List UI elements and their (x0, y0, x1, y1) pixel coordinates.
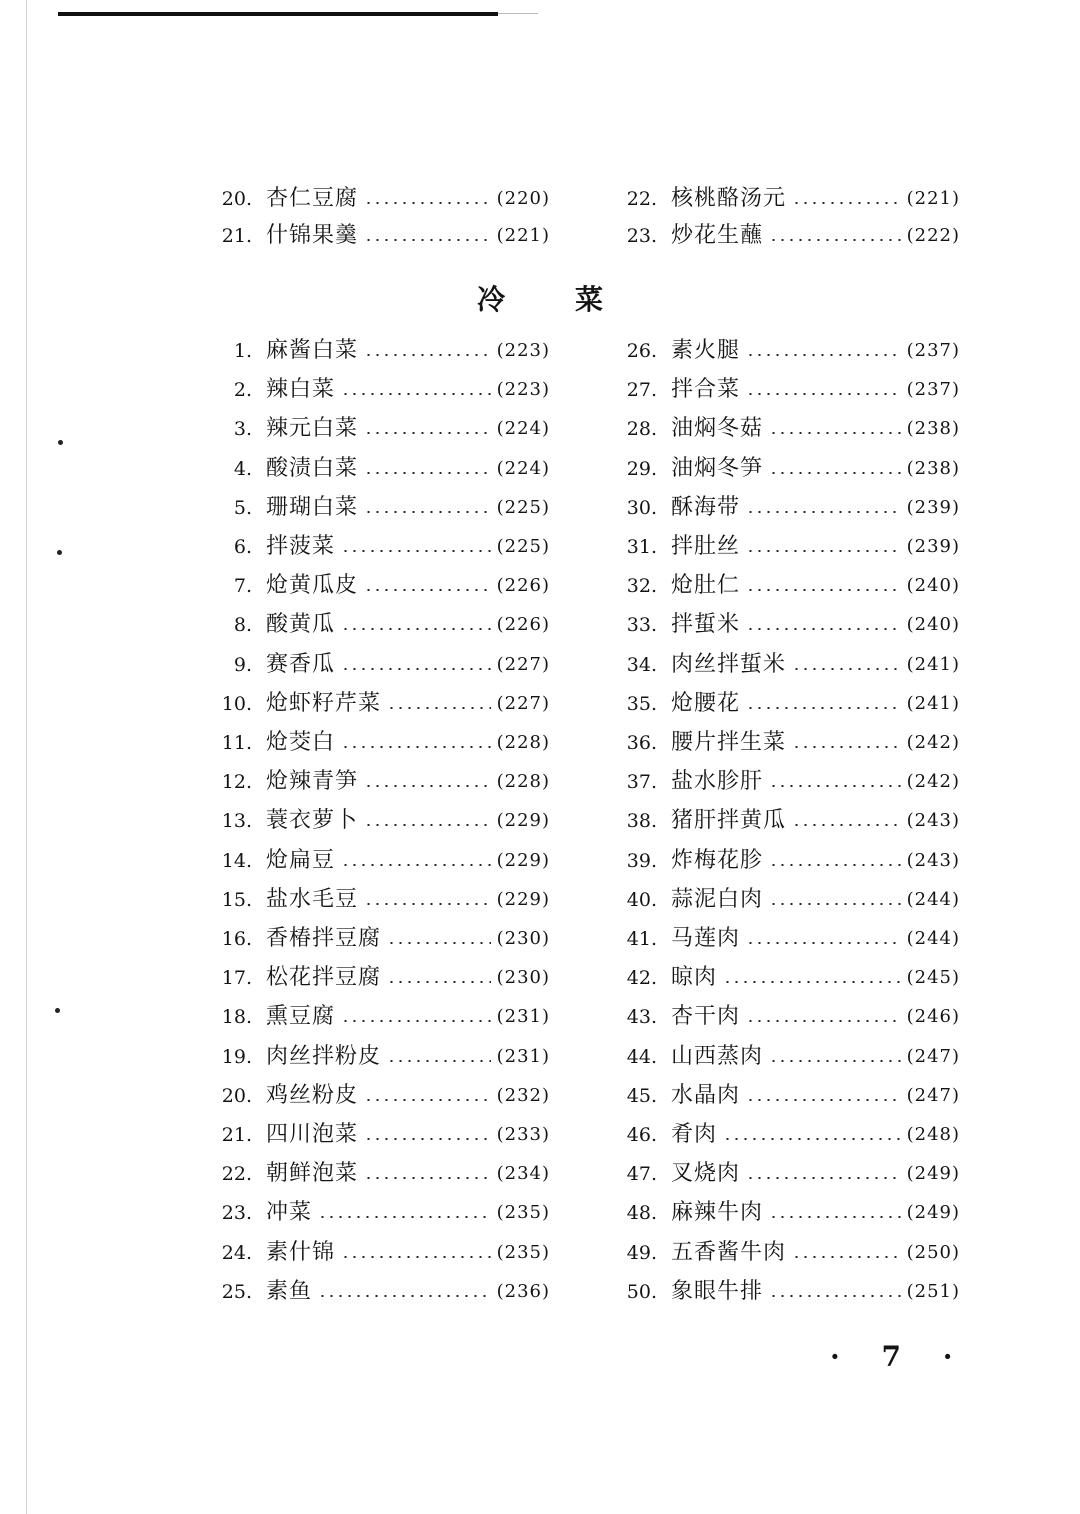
dot-leader (341, 1256, 491, 1258)
entry-title: 油焖冬笋 (671, 455, 764, 481)
dot-leader (792, 202, 901, 204)
entry-title: 拌合菜 (671, 377, 741, 403)
toc-entry (210, 414, 550, 444)
entry-number: 15. (221, 888, 252, 911)
toc-entry (210, 221, 550, 251)
entry-number: 3. (233, 418, 252, 441)
dot-leader (364, 472, 491, 474)
entry-number: 4. (233, 457, 252, 480)
entry-page: (229) (496, 810, 550, 832)
entry-title: 酸黄瓜 (266, 612, 336, 638)
entry-page: (239) (906, 536, 960, 557)
toc-entry (210, 610, 550, 640)
dot-leader (364, 1138, 491, 1140)
toc-entry (615, 1238, 960, 1268)
entry-title: 珊瑚白菜 (266, 494, 359, 520)
entry-title: 素鱼 (266, 1278, 313, 1304)
toc-entry (615, 610, 960, 640)
dot-leader (341, 628, 491, 630)
toc-entry (615, 728, 960, 758)
entry-page: (228) (496, 732, 550, 753)
entry-number: 30. (626, 496, 657, 519)
entry-page: (233) (496, 1124, 550, 1145)
entry-number: 2. (233, 379, 252, 402)
entry-page: (220) (496, 188, 550, 209)
entry-title: 鸡丝粉皮 (266, 1082, 359, 1108)
entry-number: 24. (221, 1241, 252, 1264)
dot-leader (792, 1256, 901, 1258)
dot-leader (341, 1020, 491, 1022)
entry-number: 23. (626, 225, 657, 247)
entry-number: 9. (233, 653, 252, 676)
entry-number: 28. (626, 418, 657, 441)
entry-number: 27. (626, 379, 657, 402)
entry-page: (227) (496, 653, 550, 675)
dot-leader (769, 1295, 901, 1297)
toc-entry (210, 1198, 550, 1228)
dot-leader (769, 903, 901, 905)
entry-page: (238) (906, 457, 960, 479)
entry-page: (251) (906, 1280, 960, 1302)
entry-page: (245) (906, 967, 960, 989)
dot-leader (364, 432, 491, 434)
toc-entry (210, 1277, 550, 1307)
entry-title: 马莲肉 (671, 926, 741, 951)
entry-number: 35. (626, 692, 657, 715)
entry-number: 45. (626, 1084, 657, 1107)
toc-entry (210, 806, 550, 836)
dot-leader (746, 511, 901, 513)
toc-entry (615, 454, 960, 484)
entry-number: 32. (626, 575, 657, 598)
dot-leader (387, 707, 491, 709)
dot-leader (387, 981, 491, 983)
entry-number: 43. (626, 1006, 657, 1029)
toc-entry (210, 1081, 550, 1111)
entry-number: 7. (233, 575, 252, 598)
entry-title: 肉丝拌蜇米 (671, 651, 787, 677)
dot-leader (364, 785, 491, 787)
entry-number: 14. (221, 849, 252, 872)
toc-entry (210, 1002, 550, 1032)
entry-page: (246) (906, 1006, 960, 1028)
toc-entry (615, 1002, 960, 1032)
entry-number: 19. (221, 1045, 252, 1068)
dot-leader (792, 668, 901, 670)
entry-number: 38. (626, 810, 657, 833)
entry-title: 炝虾籽芹菜 (266, 690, 382, 716)
dot-leader (746, 1020, 901, 1022)
entry-page: (235) (496, 1241, 550, 1263)
entry-title: 素火腿 (671, 338, 741, 363)
scan-speck (58, 440, 63, 445)
entry-title: 炝扁豆 (266, 847, 336, 873)
entry-number: 8. (233, 614, 252, 637)
entry-number: 41. (626, 928, 657, 950)
entry-number: 20. (221, 1084, 252, 1107)
toc-entry (210, 336, 550, 366)
entry-title: 炝辣青笋 (266, 769, 359, 795)
entry-number: 20. (221, 188, 252, 210)
entry-number: 39. (626, 849, 657, 872)
dot-leader (792, 746, 901, 748)
entry-title: 酸渍白菜 (266, 455, 359, 481)
entry-title: 冲菜 (266, 1200, 313, 1226)
top-rule-faint (498, 13, 538, 14)
toc-entry (210, 728, 550, 758)
entry-number: 22. (626, 188, 657, 210)
dot-leader (746, 707, 901, 709)
dot-leader (746, 1099, 901, 1101)
toc-entry (615, 571, 960, 601)
entry-page: (225) (496, 496, 550, 518)
entry-title: 蒜泥白肉 (671, 886, 764, 912)
toc-entry (615, 885, 960, 915)
entry-title: 水晶肉 (671, 1082, 741, 1108)
entry-number: 13. (221, 810, 252, 833)
entry-number: 21. (221, 1124, 252, 1146)
entry-number: 34. (626, 653, 657, 676)
entry-title: 盐水毛豆 (266, 886, 359, 912)
entry-page: (242) (906, 732, 960, 753)
toc-entry (615, 221, 960, 251)
entry-number: 44. (626, 1045, 657, 1068)
entry-page: (238) (906, 418, 960, 440)
entry-number: 23. (221, 1202, 252, 1225)
entry-title: 核桃酪汤元 (671, 186, 787, 211)
dot-leader (746, 354, 901, 356)
scan-speck (55, 1008, 60, 1013)
entry-page: (239) (906, 496, 960, 518)
entry-number: 37. (626, 771, 657, 794)
entry-title: 松花拌豆腐 (266, 965, 382, 991)
entry-page: (222) (906, 225, 960, 246)
dot-leader (769, 1060, 901, 1062)
toc-entry (615, 532, 960, 562)
dot-leader (746, 628, 901, 630)
entry-title: 拌蜇米 (671, 612, 741, 638)
toc-entry (615, 689, 960, 719)
entry-title: 山西蒸肉 (671, 1043, 764, 1069)
dot-leader (364, 903, 491, 905)
entry-page: (243) (906, 810, 960, 832)
entry-number: 25. (221, 1280, 252, 1303)
entry-number: 10. (221, 692, 252, 715)
entry-page: (231) (496, 1006, 550, 1028)
toc-entry (210, 532, 550, 562)
dot-leader (341, 668, 491, 670)
entry-page: (240) (906, 575, 960, 597)
toc-entry (210, 1238, 550, 1268)
entry-page: (223) (496, 379, 550, 401)
entry-number: 16. (221, 928, 252, 950)
toc-entry (210, 767, 550, 797)
entry-page: (230) (496, 928, 550, 949)
entry-page: (247) (906, 1045, 960, 1067)
dot-leader (387, 1060, 491, 1062)
toc-entry (615, 806, 960, 836)
entry-title: 麻辣牛肉 (671, 1200, 764, 1226)
toc-entry (210, 846, 550, 876)
entry-page: (237) (906, 340, 960, 361)
entry-number: 48. (626, 1202, 657, 1225)
entry-number: 12. (221, 771, 252, 794)
entry-title: 晾肉 (671, 965, 718, 991)
entry-page: (244) (906, 888, 960, 910)
dot-leader (364, 354, 491, 356)
entry-title: 蓑衣萝卜 (266, 808, 359, 834)
entry-number: 1. (233, 340, 252, 362)
scan-speck (57, 550, 62, 555)
entry-title: 炒花生蘸 (671, 223, 764, 248)
dot-leader (364, 824, 491, 826)
dot-leader (769, 1216, 901, 1218)
entry-page: (226) (496, 575, 550, 597)
toc-entry (210, 493, 550, 523)
dot-leader (341, 746, 491, 748)
dot-leader (364, 239, 491, 241)
entry-number: 22. (221, 1163, 252, 1186)
entry-page: (228) (496, 771, 550, 793)
entry-title: 猪肝拌黄瓜 (671, 808, 787, 834)
dot-leader (746, 393, 901, 395)
entry-page: (224) (496, 457, 550, 479)
entry-number: 21. (221, 225, 252, 247)
dot-leader (792, 824, 901, 826)
toc-entry (210, 650, 550, 680)
entry-title: 盐水胗肝 (671, 769, 764, 795)
entry-page: (243) (906, 849, 960, 871)
toc-entry (615, 846, 960, 876)
entry-title: 赛香瓜 (266, 651, 336, 677)
entry-page: (240) (906, 614, 960, 636)
entry-title: 素什锦 (266, 1239, 336, 1265)
toc-entry (615, 1277, 960, 1307)
dot-leader (769, 239, 901, 241)
entry-page: (229) (496, 888, 550, 910)
entry-title: 四川泡菜 (266, 1122, 359, 1147)
entry-number: 36. (626, 732, 657, 754)
entry-title: 酥海带 (671, 494, 741, 520)
toc-entry (210, 571, 550, 601)
dot-leader (723, 981, 901, 983)
dot-leader (746, 550, 901, 552)
entry-number: 11. (221, 732, 252, 754)
entry-page: (223) (496, 340, 550, 361)
toc-entry (210, 1042, 550, 1072)
dot-leader (364, 1099, 491, 1101)
dot-leader (769, 864, 901, 866)
entry-title: 拌肚丝 (671, 534, 741, 559)
entry-title: 朝鲜泡菜 (266, 1161, 359, 1187)
entry-title: 腰片拌生菜 (671, 730, 787, 755)
toc-entry (615, 1120, 960, 1150)
toc-entry (210, 184, 550, 214)
dot-leader (769, 432, 901, 434)
dot-leader (318, 1295, 491, 1297)
toc-entry (615, 493, 960, 523)
entry-page: (230) (496, 967, 550, 989)
section-title: 冷菜 (476, 283, 673, 316)
toc-entry (615, 963, 960, 993)
entry-title: 辣元白菜 (266, 416, 359, 442)
toc-entry (615, 1081, 960, 1111)
toc-entry (210, 689, 550, 719)
dot-leader (364, 1177, 491, 1179)
toc-entry (210, 885, 550, 915)
entry-page: (247) (906, 1084, 960, 1106)
entry-title: 炝腰花 (671, 690, 741, 716)
entry-number: 50. (626, 1280, 657, 1303)
entry-page: (232) (496, 1084, 550, 1106)
entry-title: 五香酱牛肉 (671, 1239, 787, 1265)
top-rule (58, 12, 498, 16)
entry-title: 肉丝拌粉皮 (266, 1043, 382, 1069)
entry-title: 肴肉 (671, 1122, 718, 1147)
entry-number: 47. (626, 1163, 657, 1186)
toc-entry (615, 375, 960, 405)
entry-page: (241) (906, 653, 960, 675)
entry-title: 象眼牛排 (671, 1278, 764, 1304)
dot-leader (364, 511, 491, 513)
dot-leader (769, 472, 901, 474)
toc-entry (615, 414, 960, 444)
dot-leader (746, 942, 901, 944)
entry-page: (242) (906, 771, 960, 793)
toc-entry (210, 963, 550, 993)
entry-title: 炸梅花胗 (671, 847, 764, 873)
dot-leader (723, 1138, 901, 1140)
entry-number: 26. (626, 340, 657, 362)
toc-entry (615, 1159, 960, 1189)
entry-title: 叉烧肉 (671, 1161, 741, 1187)
dot-leader (746, 1177, 901, 1179)
dot-leader (746, 589, 901, 591)
entry-number: 17. (221, 967, 252, 990)
entry-page: (236) (496, 1280, 550, 1302)
entry-page: (249) (906, 1163, 960, 1185)
dot-leader (769, 785, 901, 787)
entry-title: 炝茭白 (266, 730, 336, 755)
entry-title: 拌菠菜 (266, 534, 336, 559)
toc-entry (210, 454, 550, 484)
toc-entry (210, 924, 550, 954)
entry-page: (231) (496, 1045, 550, 1067)
entry-title: 油焖冬菇 (671, 416, 764, 442)
entry-page: (250) (906, 1241, 960, 1263)
toc-entry (210, 375, 550, 405)
entry-title: 香椿拌豆腐 (266, 926, 382, 951)
entry-number: 31. (626, 536, 657, 558)
entry-page: (229) (496, 849, 550, 871)
entry-title: 杏干肉 (671, 1004, 741, 1030)
entry-number: 42. (626, 967, 657, 990)
toc-entry (615, 1198, 960, 1228)
entry-title: 熏豆腐 (266, 1004, 336, 1030)
entry-page: (237) (906, 379, 960, 401)
entry-page: (234) (496, 1163, 550, 1185)
dot-leader (318, 1216, 491, 1218)
dot-leader (364, 589, 491, 591)
entry-page: (226) (496, 614, 550, 636)
entry-page: (225) (496, 536, 550, 557)
dot-leader (341, 864, 491, 866)
page-left-edge (26, 0, 27, 1514)
entry-number: 40. (626, 888, 657, 911)
toc-entry (210, 1120, 550, 1150)
toc-entry (615, 924, 960, 954)
dot-leader (364, 202, 491, 204)
entry-number: 18. (221, 1006, 252, 1029)
toc-entry (615, 336, 960, 366)
entry-title: 辣白菜 (266, 377, 336, 403)
toc-entry (615, 184, 960, 214)
entry-page: (224) (496, 418, 550, 440)
entry-page: (249) (906, 1202, 960, 1224)
entry-number: 46. (626, 1124, 657, 1146)
toc-entry (615, 767, 960, 797)
dot-leader (387, 942, 491, 944)
entry-title: 麻酱白菜 (266, 338, 359, 363)
entry-number: 5. (233, 496, 252, 519)
entry-page: (248) (906, 1124, 960, 1145)
entry-number: 29. (626, 457, 657, 480)
entry-page: (221) (496, 225, 550, 246)
entry-title: 炝黄瓜皮 (266, 573, 359, 599)
entry-title: 杏仁豆腐 (266, 186, 359, 211)
entry-number: 49. (626, 1241, 657, 1264)
entry-number: 6. (233, 536, 252, 558)
dot-leader (341, 393, 491, 395)
entry-page: (221) (906, 188, 960, 209)
toc-entry (615, 650, 960, 680)
entry-title: 什锦果羹 (266, 223, 359, 248)
toc-entry (615, 1042, 960, 1072)
entry-page: (241) (906, 692, 960, 714)
entry-page: (235) (496, 1202, 550, 1224)
entry-title: 炝肚仁 (671, 573, 741, 599)
entry-page: (227) (496, 692, 550, 714)
page-number: · 7 · (830, 1340, 969, 1373)
entry-page: (244) (906, 928, 960, 949)
entry-number: 33. (626, 614, 657, 637)
dot-leader (341, 550, 491, 552)
toc-entry (210, 1159, 550, 1189)
